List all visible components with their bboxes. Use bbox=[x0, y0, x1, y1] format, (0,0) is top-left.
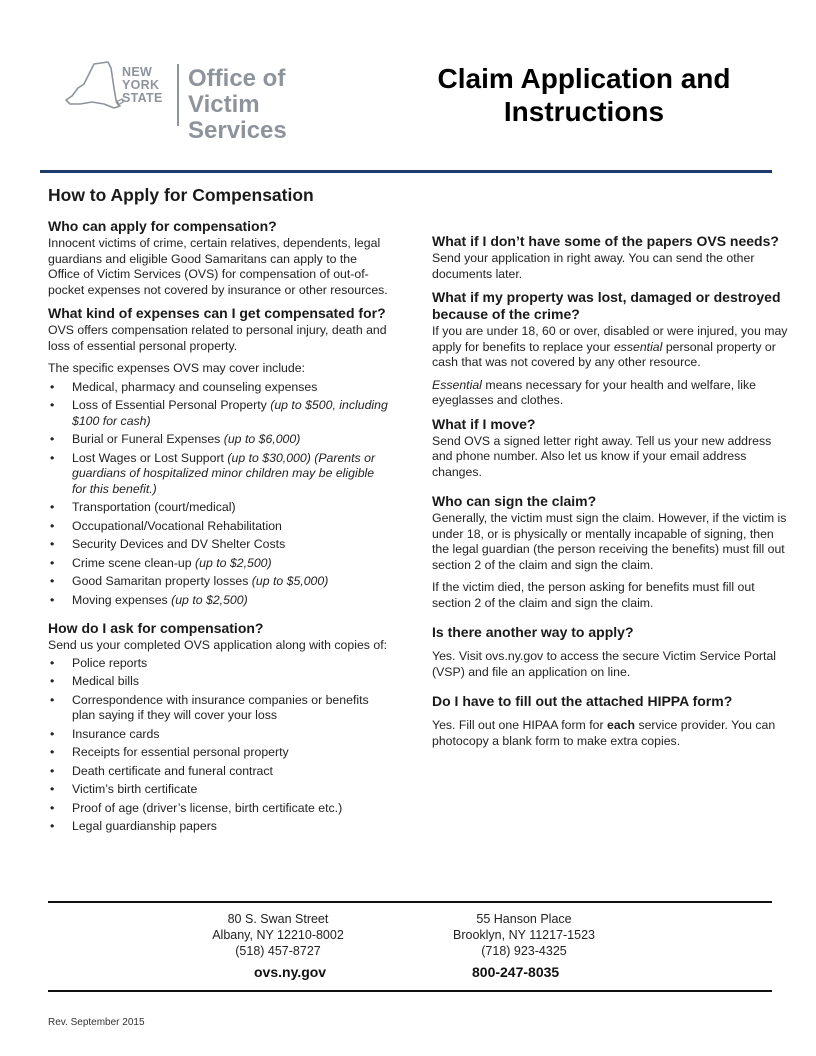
expense-list bbox=[48, 380, 388, 609]
document-title bbox=[416, 62, 752, 128]
documents-list bbox=[48, 656, 388, 835]
left-column bbox=[48, 218, 388, 841]
logo-state-line: STATE bbox=[122, 91, 163, 105]
question-heading: Who can sign the claim? bbox=[432, 493, 597, 509]
emphasis-text: essential bbox=[613, 339, 663, 354]
question-heading: What if my property was lost, damaged or destroyed because of the crime? bbox=[432, 289, 781, 322]
question-heading: What if I move? bbox=[432, 415, 536, 432]
list-item: • Loss of Essential Personal Property (up to $500, including $100 for cash) bbox=[48, 398, 388, 429]
answer-text: Innocent victims of crime, certain relatives, dependents, legal guardians and eligible Good Samaritans can apply to the Office of Victim Services (OVS) for compensation of out-of-pocket expenses not covered by insurance or other resources. bbox=[48, 236, 388, 297]
section-heading: How to Apply for Compensation bbox=[48, 185, 314, 205]
hotline-number: 800-247-8035 bbox=[472, 964, 560, 980]
list-item-note: (up to $2,500) bbox=[171, 592, 248, 607]
list-item: • Lost Wages or Lost Support (up to $30,000) (Parents or guardians of hospitalized minor children may be eligible for this benefit.) bbox=[48, 451, 388, 498]
albany-address bbox=[190, 911, 366, 959]
list-item-note: (up to $6,000) bbox=[223, 432, 301, 446]
address-phone: (518) 457-8727 bbox=[235, 944, 321, 958]
logo-office-text bbox=[188, 66, 364, 144]
list-item: • Crime scene clean-up (up to $2,500) bbox=[48, 556, 388, 572]
question-heading: Do I have to fill out the attached HIPPA form? bbox=[432, 693, 733, 709]
logo-state-text bbox=[122, 66, 163, 105]
list-item: • Transportation (court/medical) bbox=[48, 500, 388, 516]
question-heading: Is there another way to apply? bbox=[432, 624, 634, 640]
question-heading: What if I don’t have some of the papers OVS needs? bbox=[432, 233, 779, 249]
list-item-note: (up to $2,500) bbox=[195, 555, 272, 570]
answer-text: OVS offers compensation related to personal injury, death and loss of essential personal property. bbox=[48, 323, 387, 353]
question-heading: What kind of expenses can I get compensated for? bbox=[48, 305, 386, 321]
list-item: • Good Samaritan property losses (up to $5,000) bbox=[48, 574, 388, 590]
address-city: Brooklyn, NY 11217-1523 bbox=[453, 928, 595, 942]
title-line-1: Claim Application and bbox=[437, 63, 731, 94]
logo-office-line: Victim Services bbox=[188, 91, 287, 144]
list-item: • Proof of age (driver’s license, birth certificate etc.) bbox=[48, 801, 388, 817]
logo-office-line: Office of bbox=[188, 65, 286, 92]
answer-text: Generally, the victim must sign the claim. However, if the victim is under 18, or is physically or mentally incapable of signing, then the legal guardian (the person receiving the benefits) must fill out section 2 of the claim and sign the claim. bbox=[432, 511, 787, 572]
address-street: 80 S. Swan Street bbox=[227, 912, 329, 926]
list-intro: The specific expenses OVS may cover include: bbox=[48, 361, 305, 375]
answer-text: If the victim died, the person asking for benefits must fill out section 2 of the claim and sign the claim. bbox=[432, 580, 755, 610]
logo-state-line: NEW bbox=[122, 65, 153, 79]
answer-text: Send us your completed OVS application along with copies of: bbox=[48, 638, 388, 652]
footer-rule-top bbox=[48, 901, 772, 903]
list-item: • Moving expenses (up to $2,500) bbox=[48, 593, 388, 609]
list-item: • Occupational/Vocational Rehabilitation bbox=[48, 519, 388, 535]
list-item: • Death certificate and funeral contract bbox=[48, 764, 388, 780]
list-item: • Victim’s birth certificate bbox=[48, 782, 388, 798]
right-column bbox=[432, 233, 788, 756]
list-item-note: (up to $500, including $100 for cash) bbox=[72, 398, 388, 428]
answer-text: Send OVS a signed letter right away. Tell us your new address and phone number. Also let us know if your email address changes. bbox=[432, 433, 772, 479]
footer-rule-bottom bbox=[48, 990, 772, 992]
definition-term: Essential bbox=[432, 377, 482, 392]
website-link[interactable]: ovs.ny.gov bbox=[254, 964, 327, 980]
list-item-note: (up to $30,000) (Parents or guardians of hospitalized minor children may be eligible for this benefit.) bbox=[72, 450, 376, 496]
answer-text: Send your application in right away. You can send the other documents later. bbox=[432, 251, 755, 281]
header-rule bbox=[40, 170, 772, 173]
list-item: • Security Devices and DV Shelter Costs bbox=[48, 537, 388, 553]
answer-text: Yes. Fill out one HIPAA form for each service provider. You can photocopy a blank form to make extra copies. bbox=[432, 718, 776, 748]
new-york-state-map-icon bbox=[64, 58, 124, 130]
list-item: • Correspondence with insurance companies or benefits plan saying if they will cover your loss bbox=[48, 693, 388, 724]
address-phone: (718) 923-4325 bbox=[481, 944, 567, 958]
list-item: • Insurance cards bbox=[48, 727, 388, 743]
list-item-note: (up to $5,000) bbox=[251, 574, 329, 588]
list-item: • Police reports bbox=[48, 656, 388, 672]
definition-text: Essential means necessary for your health and welfare, like eyeglasses and clothes. bbox=[432, 377, 756, 407]
bold-text: each bbox=[606, 718, 636, 732]
list-item: • Burial or Funeral Expenses (up to $6,000) bbox=[48, 432, 388, 448]
list-item: • Receipts for essential personal property bbox=[48, 745, 388, 761]
logo-divider bbox=[177, 64, 179, 126]
nys-ovs-logo bbox=[64, 58, 364, 144]
answer-text: If you are under 18, 60 or over, disabled or were injured, you may apply for benefits to replace your essential personal property or cash that was not covered by any other resource. bbox=[432, 324, 788, 369]
question-heading: How do I ask for compensation? bbox=[48, 620, 264, 636]
brooklyn-address bbox=[436, 911, 612, 959]
list-item: • Medical, pharmacy and counseling expenses bbox=[48, 380, 388, 396]
revision-date: Rev. September 2015 bbox=[48, 1017, 145, 1028]
list-item: • Medical bills bbox=[48, 674, 388, 690]
address-street: 55 Hanson Place bbox=[476, 912, 572, 926]
answer-text: Yes. Visit ovs.ny.gov to access the secure Victim Service Portal (VSP) and file an application on line. bbox=[432, 649, 777, 679]
title-line-2: Instructions bbox=[503, 96, 665, 127]
list-item: • Legal guardianship papers bbox=[48, 819, 388, 835]
logo-state-line: YORK bbox=[122, 78, 160, 92]
address-city: Albany, NY 12210-8002 bbox=[212, 928, 344, 942]
question-heading: Who can apply for compensation? bbox=[48, 218, 277, 234]
